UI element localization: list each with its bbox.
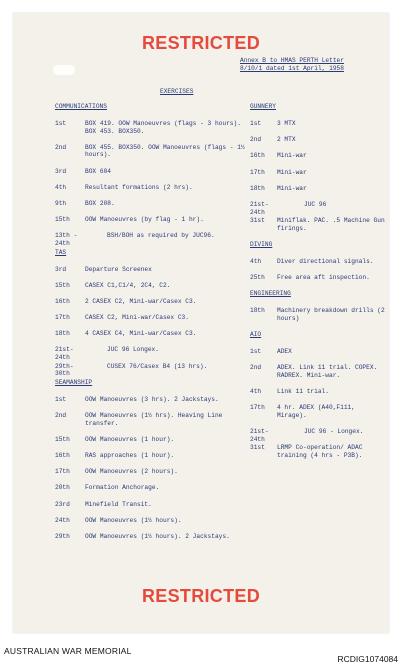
exercise-date: 2nd	[55, 143, 67, 151]
exercise-description: RAS approaches (1 hour).	[85, 451, 175, 459]
exercise-row	[250, 428, 388, 443]
exercise-date: 1st	[250, 120, 262, 127]
classification-stamp-top: RESTRICTED	[141, 33, 260, 53]
exercise-description: BOX 455. BOX350. OOW Manoeuvres (flags - 1½ hours).	[85, 143, 245, 159]
exercise-date: 9th	[55, 199, 67, 207]
exercise-date: 3rd	[55, 265, 67, 273]
exercise-row	[55, 396, 255, 404]
exercise-description: Diver directional signals.	[277, 257, 374, 265]
exercise-row	[250, 200, 388, 216]
exercise-description: 3 MTX	[277, 120, 296, 127]
annex-reference	[240, 57, 380, 73]
exercise-row	[250, 444, 388, 459]
exercise-row	[55, 501, 255, 509]
exercise-description: ADEX	[277, 348, 292, 356]
exercise-date: 13th - 24th	[55, 232, 78, 247]
exercise-date: 3rd	[55, 167, 67, 175]
exercise-date: 15th	[55, 216, 70, 224]
exercise-row	[55, 484, 255, 492]
exercise-date: 17th	[55, 468, 70, 476]
exercise-description: CUSEX 76/Casex B4 (13 hrs).	[107, 362, 208, 370]
exercise-row	[55, 200, 255, 208]
exercise-row	[250, 404, 388, 419]
exercise-date: 29th	[55, 532, 70, 540]
exercise-description: 2 MTX	[277, 136, 296, 144]
exercise-description: ADEX. Link 11 trial. COPEX. RADREX. Mini-war.	[277, 364, 378, 379]
punch-hole	[53, 65, 75, 75]
exercise-description: OOW Manoeuvres (1½ hrs). Heaving Line transfer.	[85, 412, 223, 427]
exercise-description: 4 hr. ADEX (A40,F111, Mirage).	[277, 404, 355, 419]
exercise-description: Departure Screenex	[85, 265, 152, 273]
exercise-description: Minefield Transit.	[85, 500, 152, 508]
exercise-date: 1st	[55, 120, 67, 127]
exercise-date: 17th	[55, 314, 70, 322]
exercise-date: 20th	[55, 484, 70, 492]
exercise-description: BOX 208.	[85, 199, 115, 207]
document-page	[13, 13, 389, 633]
exercise-date: 29th-30th	[55, 362, 74, 378]
exercise-row	[55, 533, 255, 541]
exercise-description: JUC 96 - Longex.	[304, 428, 364, 435]
exercise-row	[55, 232, 255, 247]
exercise-row	[250, 364, 388, 379]
annex-line-1: Annex B to HMAS PERTH Letter	[240, 57, 344, 64]
exercise-row	[250, 152, 388, 160]
exercise-row	[55, 468, 255, 476]
exercise-date: 4th	[250, 388, 262, 396]
exercise-row	[55, 298, 255, 306]
exercise-date: 4th	[55, 183, 67, 191]
exercise-date: 31st	[250, 444, 265, 452]
exercise-description: Resultant formations (2 hrs).	[85, 183, 193, 191]
exercise-date: 18th	[55, 330, 70, 338]
exercise-description: LRMP Co-operation/ ADAC training (4 hrs - P3B).	[277, 444, 363, 459]
exercise-section	[250, 331, 388, 459]
exercise-description: OOW Manoeuvres (3 hrs). 2 Jackstays.	[85, 395, 219, 403]
exercise-description: OOW Manoeuvres (1½ hours). 2 Jackstays.	[85, 532, 230, 540]
exercise-row	[55, 168, 255, 176]
exercise-row	[250, 307, 388, 322]
exercise-row	[250, 258, 388, 266]
exercise-row	[55, 144, 255, 159]
exercise-row	[55, 346, 255, 362]
exercise-date: 23rd	[55, 500, 70, 508]
right-column	[250, 103, 388, 468]
exercise-section	[55, 103, 255, 247]
section-title: DIVING	[250, 240, 273, 248]
exercise-row	[250, 169, 388, 177]
exercise-description: Miniflak. PAC. .5 Machine Gun firings.	[277, 217, 385, 232]
exercise-row	[55, 517, 255, 525]
record-id: RCDIG1074084	[337, 654, 398, 664]
exercise-description: CASEX C2, Mini-war/Casex C3.	[85, 314, 189, 322]
exercise-date: 15th	[55, 281, 70, 289]
exercise-description: OOW Manoeuvres (by flag - 1 hr).	[85, 216, 204, 224]
exercise-date: 21st-24th	[250, 428, 269, 443]
exercise-row	[55, 216, 255, 224]
section-title: SEAMANSHIP	[55, 378, 93, 386]
exercise-row	[55, 120, 255, 135]
exercise-section	[250, 241, 388, 282]
exercise-date: 17th	[250, 404, 265, 412]
exercise-section	[250, 103, 388, 232]
exercise-description: BOX 419. OOW Manoeuvres (flags - 3 hours). BOX 453. BOX350.	[85, 120, 241, 135]
exercise-date: 15th	[55, 435, 70, 443]
exercise-row	[250, 185, 388, 193]
exercise-row	[55, 330, 255, 338]
section-title: ENGINEERING	[250, 290, 291, 298]
exercise-date: 16th	[55, 297, 70, 305]
exercise-date: 25th	[250, 274, 265, 282]
exercise-date: 1st	[55, 395, 67, 403]
exercise-description: Mini-war	[277, 152, 307, 160]
exercise-row	[55, 412, 255, 427]
classification-stamp-bottom: RESTRICTED	[141, 586, 260, 606]
archive-footer	[0, 642, 402, 666]
exercise-date: 2nd	[250, 364, 262, 372]
exercise-row	[250, 120, 388, 128]
exercise-description: Free area aft inspection.	[277, 274, 370, 282]
section-title: GUNNERY	[250, 103, 276, 110]
exercise-row	[250, 348, 388, 356]
exercise-row	[55, 362, 255, 378]
exercise-row	[250, 274, 388, 282]
exercise-date: 21st-24th	[250, 200, 269, 216]
exercise-description: OOW Manoeuvres (1½ hours).	[85, 516, 182, 524]
left-column	[55, 103, 255, 549]
exercise-date: 21st-24th	[55, 346, 74, 362]
exercise-section	[250, 290, 388, 322]
exercise-date: 16th	[250, 152, 265, 160]
exercise-description: OOW Manoeuvres (2 hours).	[85, 468, 178, 476]
exercise-description: Formation Anchorage.	[85, 484, 160, 492]
exercise-description: OOW Manoeuvres (1 hour).	[85, 435, 175, 443]
exercise-description: JUC 96 Longex.	[107, 346, 159, 354]
section-title: TAS	[55, 248, 67, 256]
exercise-description: 4 CASEX C4, Mini-war/Casex C3.	[85, 330, 197, 338]
exercise-row	[55, 282, 255, 290]
exercise-date: 2nd	[250, 136, 262, 144]
exercise-description: 2 CASEX C2, Mini-war/Casex C3.	[85, 297, 197, 305]
exercise-description: JUC 96	[304, 200, 327, 208]
exercise-description: Mini-war	[277, 184, 307, 192]
exercise-date: 16th	[55, 451, 70, 459]
exercise-date: 31st	[250, 217, 265, 225]
exercise-date: 17th	[250, 168, 265, 176]
exercise-description: Machinery breakdown drills (2 hours)	[277, 307, 385, 322]
exercise-row	[250, 217, 388, 232]
institution-name: AUSTRALIAN WAR MEMORIAL	[4, 646, 132, 656]
exercise-description: BOX 604	[85, 167, 111, 175]
exercise-date: 2nd	[55, 412, 67, 419]
exercise-description: Mini-war	[277, 168, 307, 176]
section-title: COMMUNICATIONS	[55, 103, 107, 110]
exercise-date: 18th	[250, 184, 265, 192]
exercise-date: 24th	[55, 516, 70, 524]
annex-line-2: 8/10/1 dated 1st April, 1958	[240, 65, 344, 73]
exercise-row	[55, 184, 255, 192]
exercise-row	[250, 136, 388, 144]
section-title: AIO	[250, 331, 262, 339]
exercise-date: 1st	[250, 348, 262, 356]
exercise-row	[250, 388, 388, 396]
exercise-row	[55, 314, 255, 322]
exercise-description: Link 11 trial.	[277, 388, 329, 396]
document-heading: EXERCISES	[160, 88, 194, 95]
exercise-description: CASEX C1,C1/4, 2C4, C2.	[85, 281, 171, 289]
exercise-section	[55, 379, 255, 541]
exercise-section	[55, 248, 255, 378]
exercise-description: BSH/BOH as required by JUC96.	[107, 232, 215, 240]
exercise-row	[55, 266, 255, 274]
exercise-date: 18th	[250, 307, 265, 315]
exercise-date: 4th	[250, 257, 262, 265]
exercise-row	[55, 436, 255, 444]
exercise-row	[55, 452, 255, 460]
